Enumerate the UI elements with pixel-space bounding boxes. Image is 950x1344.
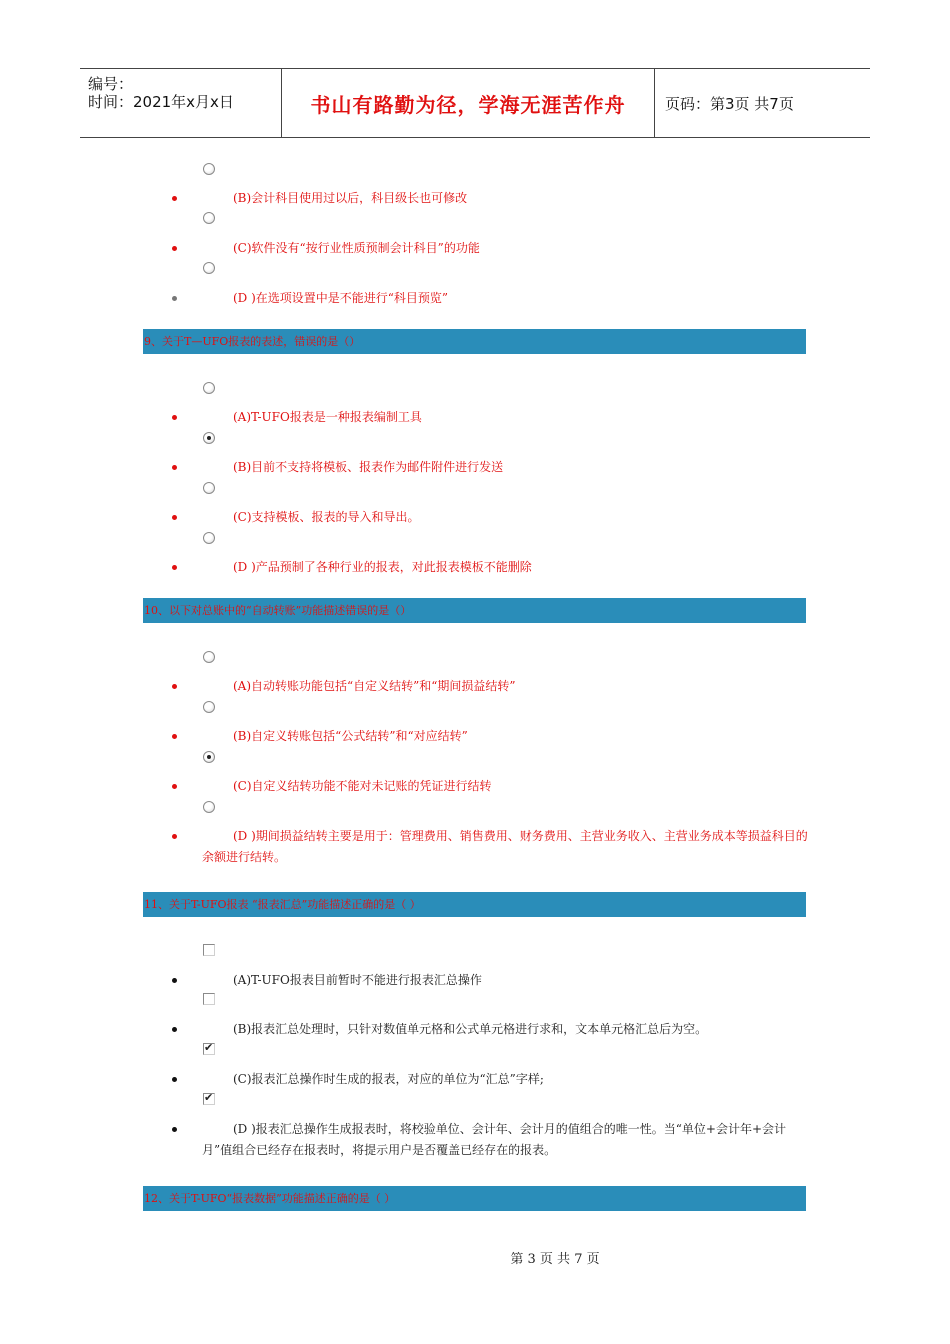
q8-option-c-radio[interactable] <box>203 212 215 224</box>
q8-option-b-bullet <box>172 196 177 201</box>
q11-option-c-bullet <box>172 1077 177 1082</box>
q9-option-b-radio[interactable] <box>203 432 215 444</box>
q10-option-c-bullet <box>172 784 177 789</box>
header-motto-cell <box>281 69 655 137</box>
q9-option-d-text: (D )产品预制了各种行业的报表，对此报表模板不能删除 <box>233 560 532 574</box>
q10-option-d-bullet <box>172 834 177 839</box>
q10-option-b-bullet <box>172 734 177 739</box>
q8-option-d-text: (D )在选项设置中是不能进行“科目预览” <box>233 291 449 305</box>
q10-option-d-radio[interactable] <box>203 801 215 813</box>
q11-option-d-text: (D )报表汇总操作生成报表时，将校验单位、会计年、会计月的值组合的唯一性。当“单位+会计年+会计月”值组合已经存在报表时，将提示用户是否覆盖已经存在的报表。 <box>202 1122 787 1157</box>
q9-option-d-bullet <box>172 565 177 570</box>
q10-title-bar: 10、以下对总账中的“自动转账”功能描述错误的是（） <box>143 598 806 623</box>
q9-option-a-text: (A)T-UFO报表是一种报表编制工具 <box>233 410 422 424</box>
q11-option-b-text: (B)报表汇总处理时，只针对数值单元格和公式单元格进行求和，文本单元格汇总后为空。 <box>233 1022 708 1036</box>
page-header <box>80 68 870 138</box>
q9-option-b-text: (B)目前不支持将模板、报表作为邮件附件进行发送 <box>233 460 504 474</box>
q10-option-a-text: (A)自动转账功能包括“自定义结转”和“期间损益结转” <box>233 679 516 693</box>
q11-option-b-bullet <box>172 1027 177 1032</box>
q10-option-d-text: (D )期间损益结转主要是用于：管理费用、销售费用、财务费用、主营业务收入、主营业务成本等损益科目的余额进行结转。 <box>202 829 808 864</box>
q10-option-c-text: (C)自定义结转功能不能对未记账的凭证进行结转 <box>233 779 492 793</box>
q11-option-a-checkbox[interactable] <box>203 944 215 956</box>
q11-option-d-checkbox[interactable] <box>203 1093 215 1105</box>
q12-title-bar: 12、关于T-UFO“报表数据”功能描述正确的是（ ） <box>143 1186 806 1211</box>
q9-option-c-radio[interactable] <box>203 482 215 494</box>
footer-page-number: 第 3 页 共 7 页 <box>510 1252 600 1267</box>
q9-option-c-bullet <box>172 515 177 520</box>
page-footer <box>0 1248 950 1267</box>
q10-option-c-radio[interactable] <box>203 751 215 763</box>
q11-option-a-text: (A)T-UFO报表目前暂时不能进行报表汇总操作 <box>233 973 482 987</box>
q9-option-c-text: (C)支持模板、报表的导入和导出。 <box>233 510 420 524</box>
page-code: 页码：第3页 共7页 <box>665 94 794 113</box>
q11-option-c-text: (C)报表汇总操作时生成的报表，对应的单位为“汇总”字样; <box>233 1072 544 1086</box>
q11-option-a-bullet <box>172 978 177 983</box>
q8-option-b-radio[interactable] <box>203 163 215 175</box>
q11-option-d-bullet <box>172 1127 177 1132</box>
q11-option-b-checkbox[interactable] <box>203 993 215 1005</box>
q10-option-a-radio[interactable] <box>203 651 215 663</box>
q10-option-b-text: (B)自定义转账包括“公式结转”和“对应结转” <box>233 729 468 743</box>
q11-title-bar: 11、关于T-UFO报表 “报表汇总”功能描述正确的是（ ） <box>143 892 806 917</box>
q8-option-c-bullet <box>172 246 177 251</box>
header-left-cell <box>80 69 280 137</box>
q9-option-d-radio[interactable] <box>203 532 215 544</box>
q8-option-c-text: (C)软件没有“按行业性质预制会计科目”的功能 <box>233 241 480 255</box>
q9-option-a-bullet <box>172 415 177 420</box>
motto-text: 书山有路勤为径，学海无涯苦作舟 <box>310 92 626 117</box>
q8-option-b-text: (B)会计科目使用过以后，科目级长也可修改 <box>233 191 468 205</box>
number-label: 编号： <box>88 75 134 93</box>
q9-option-b-bullet <box>172 465 177 470</box>
q10-option-a-bullet <box>172 684 177 689</box>
time-label: 时间：2021年x月x日 <box>88 93 234 111</box>
q10-option-b-radio[interactable] <box>203 701 215 713</box>
q11-option-c-checkbox[interactable] <box>203 1043 215 1055</box>
q8-option-d-radio[interactable] <box>203 262 215 274</box>
q9-option-a-radio[interactable] <box>203 382 215 394</box>
q9-title-bar: 9、关于T—UFO报表的表述，错误的是（） <box>143 329 806 354</box>
q8-option-d-bullet <box>172 296 177 301</box>
header-page-cell <box>655 69 870 137</box>
